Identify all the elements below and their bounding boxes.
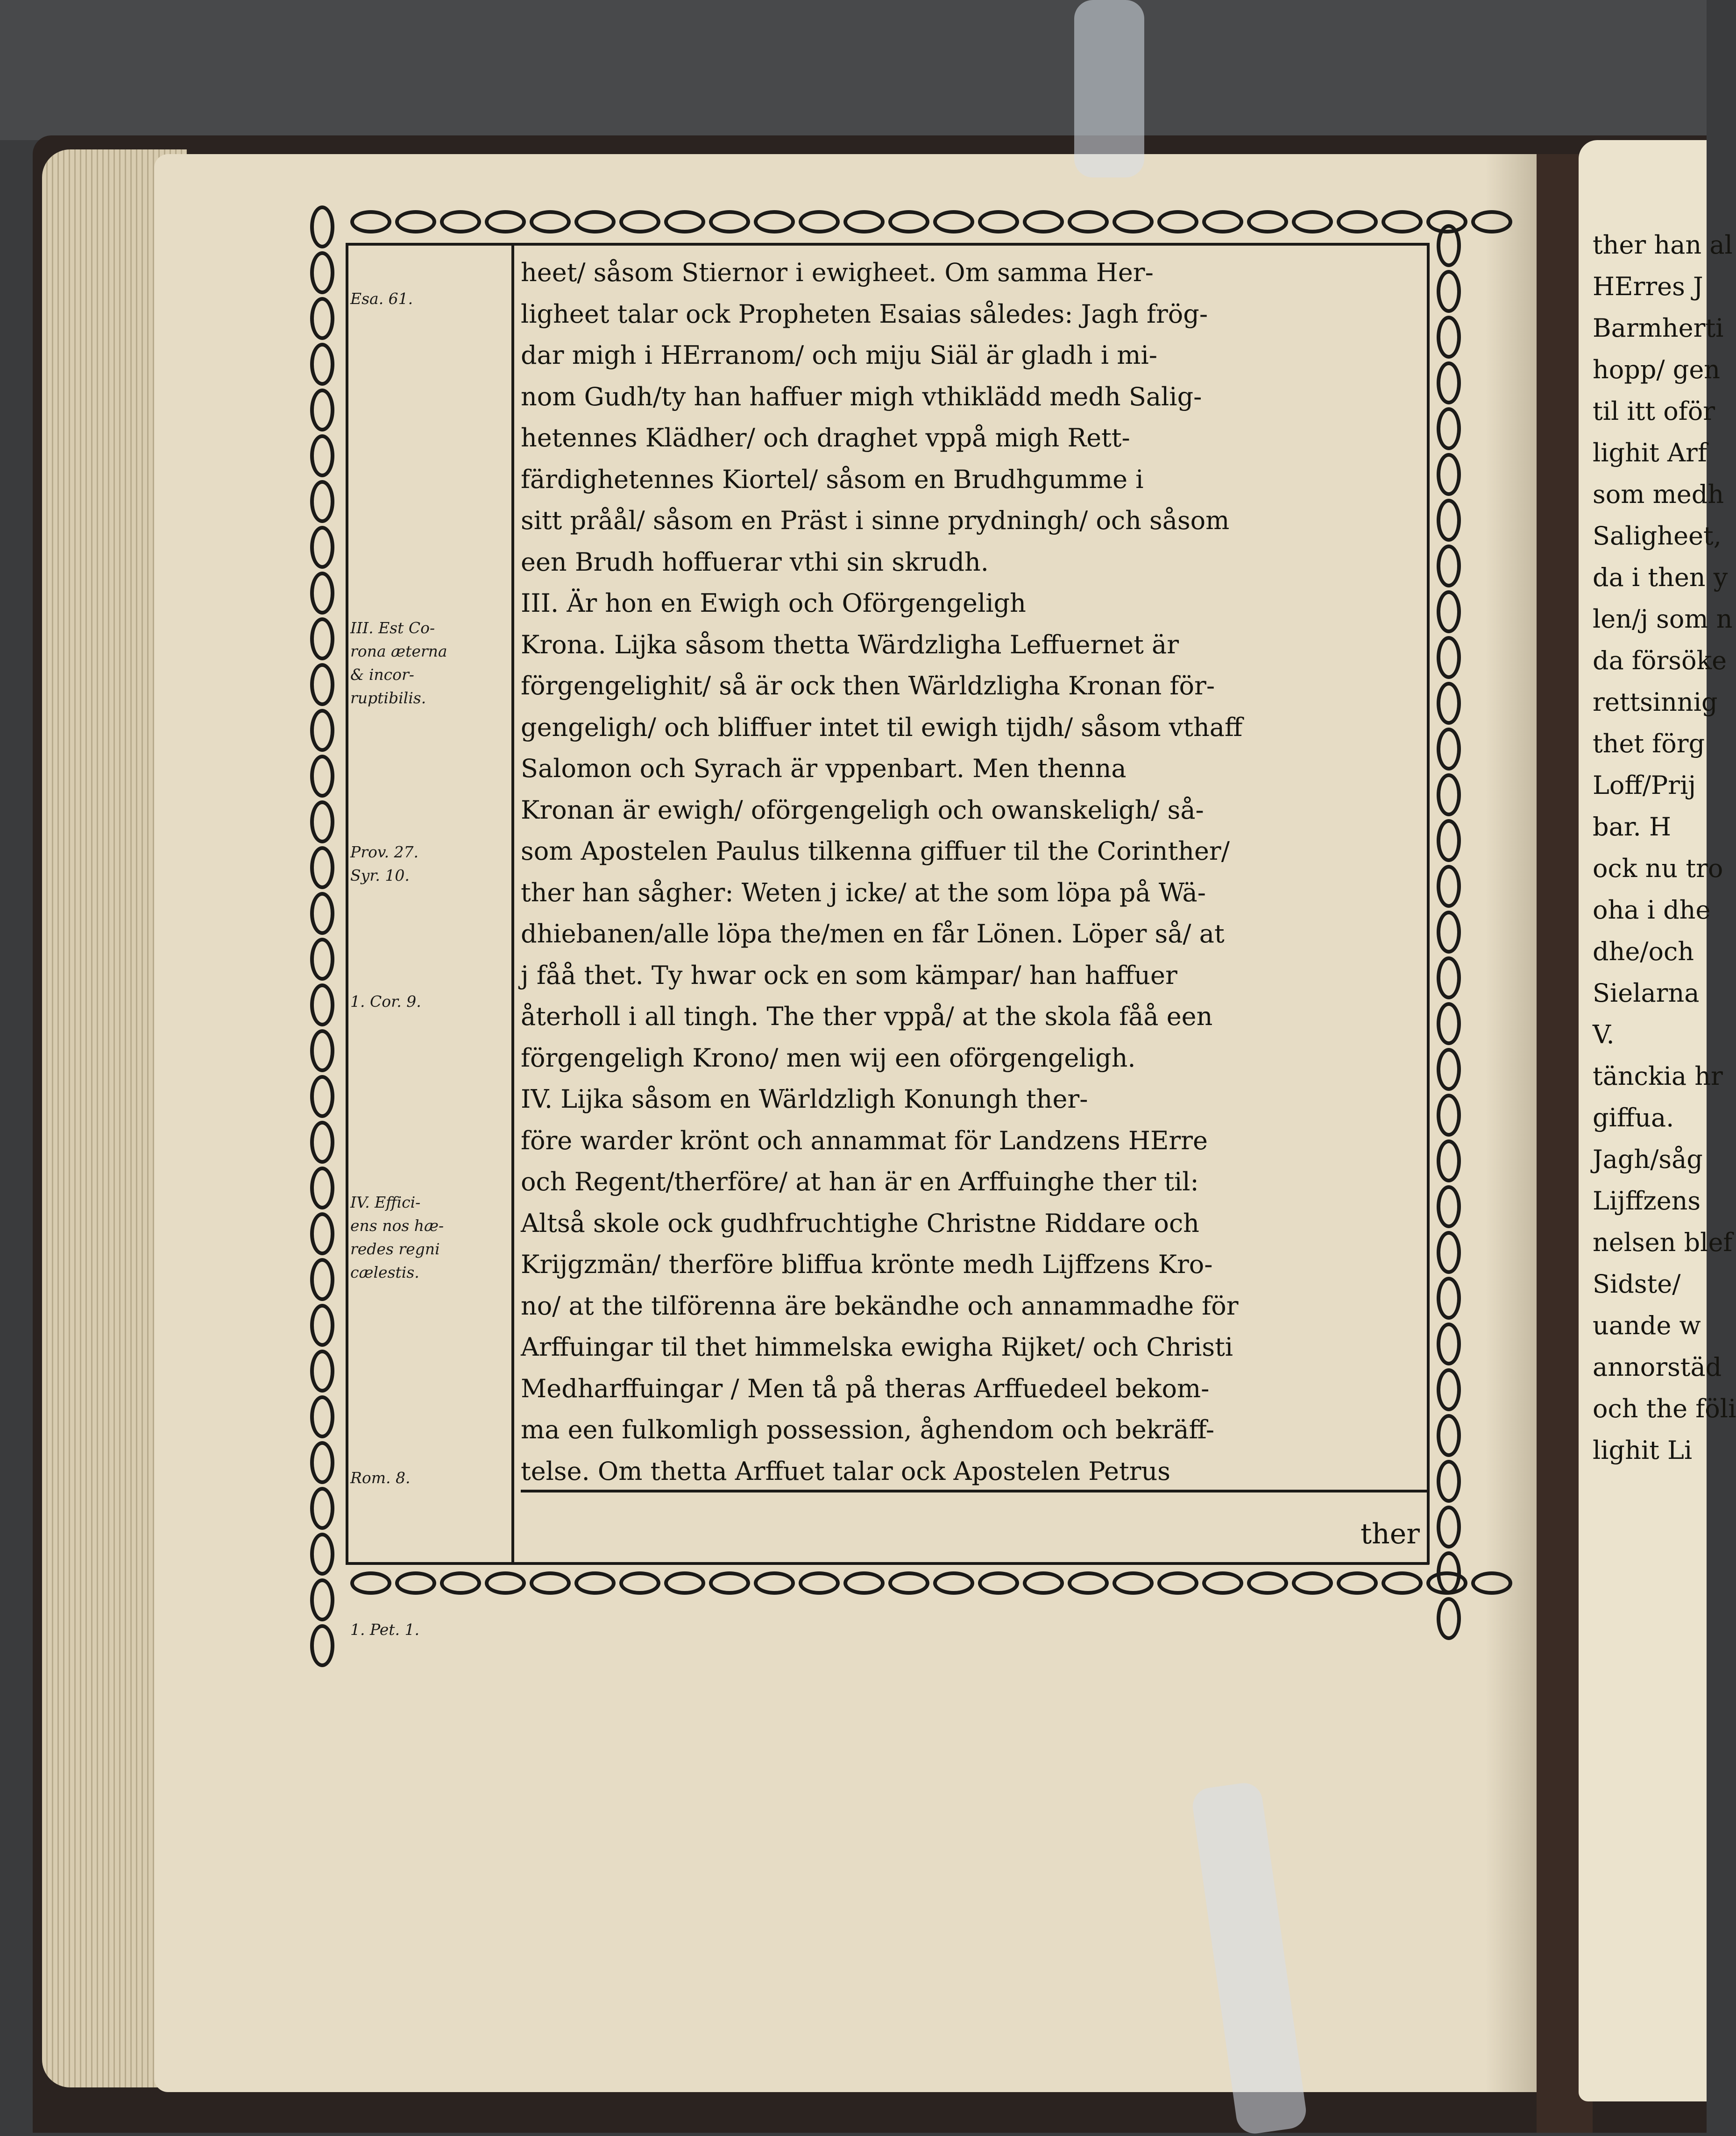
text-line: ma een fulkomligh possession, åghendom och bekräff- <box>521 1415 1215 1444</box>
chain-link <box>1437 773 1461 816</box>
chain-link <box>310 205 334 248</box>
margin-notes-column <box>350 243 509 1639</box>
chain-link <box>310 617 334 660</box>
chain-link <box>485 210 526 233</box>
margin-note-line: & incor- <box>350 665 414 684</box>
chain-link <box>799 1571 840 1595</box>
chain-link <box>1112 210 1154 233</box>
text-line: no/ at the tilförenna äre bekändhe och annammadhe för <box>521 1291 1239 1321</box>
right-page-line: ock nu tro <box>1593 854 1723 883</box>
chain-link <box>1437 1185 1461 1228</box>
chain-link <box>1437 545 1461 587</box>
chain-link <box>1292 210 1333 233</box>
chain-link <box>1437 819 1461 862</box>
chain-link <box>1437 1277 1461 1320</box>
chain-link <box>754 1571 795 1595</box>
text-line: dar migh i HErranom/ och miju Siäl är gladh i mi- <box>521 340 1157 370</box>
border-right-chain <box>1437 224 1461 1640</box>
border-left-chain <box>310 205 334 1667</box>
chain-link <box>888 210 929 233</box>
chain-link <box>1437 1231 1461 1274</box>
chain-link <box>1202 210 1243 233</box>
right-page-line: len/j som n <box>1593 604 1733 634</box>
chain-link <box>350 1571 391 1595</box>
chain-link <box>843 210 885 233</box>
chain-link <box>709 210 750 233</box>
right-rule <box>1427 243 1430 1564</box>
margin-note-esa61 <box>350 287 504 311</box>
chain-link <box>395 1571 436 1595</box>
right-page-line: thet förg <box>1593 729 1705 758</box>
chain-link <box>440 1571 481 1595</box>
text-line: och Regent/therföre/ at han är en Arffuinghe ther til: <box>521 1167 1199 1196</box>
right-page-line: Jagh/såg <box>1593 1145 1703 1174</box>
margin-note-line: 1. Cor. 9. <box>350 992 421 1011</box>
chain-link <box>310 1624 334 1667</box>
right-page-line: HErres J <box>1593 272 1703 301</box>
text-line: Krona. Lijka såsom thetta Wärdzligha Leffuernet är <box>521 629 1179 659</box>
chain-link <box>933 210 974 233</box>
margin-note-cor9 <box>350 990 504 1013</box>
chain-link <box>1068 210 1109 233</box>
margin-note-line: Prov. 27. <box>350 843 419 861</box>
chain-link <box>310 1258 334 1301</box>
margin-note-line: ens nos hæ- <box>350 1217 444 1235</box>
right-page-line: da försöke <box>1593 646 1727 675</box>
chain-link <box>310 480 334 523</box>
right-page-line: som medh <box>1593 480 1724 509</box>
chain-link <box>709 1571 750 1595</box>
right-page-line: bar. H <box>1593 812 1672 842</box>
chain-link <box>664 1571 705 1595</box>
chain-link <box>1437 728 1461 771</box>
chain-link <box>1437 1506 1461 1549</box>
chain-link <box>530 1571 571 1595</box>
chain-link <box>574 1571 616 1595</box>
margin-note-line: ruptibilis. <box>350 689 426 707</box>
chain-link <box>978 1571 1019 1595</box>
chain-link <box>310 800 334 843</box>
chain-link <box>310 1487 334 1530</box>
margin-note-line: IV. Effici- <box>350 1193 421 1211</box>
text-line: Medharffuingar / Men tå på theras Arffuedeel bekom- <box>521 1373 1210 1403</box>
text-line: färdighetennes Kiortel/ såsom en Brudhgumme i <box>521 464 1144 494</box>
text-line: som Apostelen Paulus tilkenna giffuer til the Corinther/ <box>521 836 1230 866</box>
chain-link <box>1437 270 1461 313</box>
chain-link <box>1437 1002 1461 1045</box>
right-page-line: Barmherti <box>1593 313 1724 343</box>
chain-link <box>1247 1571 1288 1595</box>
chain-link <box>1437 636 1461 679</box>
right-page-line: uande w <box>1593 1311 1701 1340</box>
chain-link <box>1471 1571 1512 1595</box>
margin-note-line: Syr. 10. <box>350 866 410 884</box>
chain-link <box>1437 1460 1461 1503</box>
chain-link <box>1437 316 1461 359</box>
text-line: heet/ såsom Stiernor i ewigheet. Om samma Her- <box>521 258 1154 287</box>
chain-link <box>310 709 334 752</box>
text-line: gengeligh/ och bliffuer intet til ewigh tijdh/ såsom vthaff <box>521 712 1243 742</box>
chain-link <box>1437 1323 1461 1365</box>
chain-link <box>310 1441 334 1484</box>
chain-link <box>1112 1571 1154 1595</box>
text-line: förgengelighit/ så är ock then Wärldzligha Kronan för- <box>521 671 1215 700</box>
right-page-line: til itt oför <box>1593 396 1715 426</box>
chain-link <box>1292 1571 1333 1595</box>
chain-link <box>1437 1597 1461 1640</box>
border-top-chain <box>350 210 1512 233</box>
chain-link <box>310 297 334 340</box>
chain-link <box>440 210 481 233</box>
chain-link <box>1382 1571 1423 1595</box>
chain-link <box>310 434 334 477</box>
text-line: III. Är hon en Ewigh och Oförgengeligh <box>521 588 1026 618</box>
text-line: nom Gudh/ty han haffuer migh vthiklädd medh Salig- <box>521 382 1202 411</box>
text-line: Arffuingar til thet himmelska ewigha Rijket/ och Christi <box>521 1332 1233 1362</box>
text-line: Altså skole ock gudhfruchtighe Christne Riddare och <box>521 1208 1199 1238</box>
text-line: telse. Om thetta Arffuet talar ock Apostelen Petrus <box>521 1456 1171 1486</box>
chain-link <box>1382 210 1423 233</box>
margin-note-crown <box>350 616 504 710</box>
chain-link <box>1437 453 1461 496</box>
text-line: een Brudh hoffuerar vthi sin skrudh. <box>521 547 989 577</box>
chain-link <box>310 1075 334 1118</box>
chain-link <box>1437 956 1461 999</box>
border-bottom-chain <box>350 1571 1512 1595</box>
text-line: ther han sågher: Weten j icke/ at the som löpa på Wä- <box>521 877 1206 907</box>
right-page-line: V. <box>1593 1020 1615 1049</box>
chain-link <box>350 210 391 233</box>
text-line: före warder krönt och annammat för Landzens HErre <box>521 1125 1208 1155</box>
chain-link <box>619 1571 660 1595</box>
right-page-line: lighit Arf <box>1593 438 1707 467</box>
chain-link <box>310 846 334 889</box>
chain-link <box>310 1121 334 1164</box>
margin-note-line: III. Est Co- <box>350 619 435 637</box>
text-line: Kronan är ewigh/ oförgengeligh och owanskeligh/ så- <box>521 795 1204 825</box>
margin-column-rule <box>511 243 514 1562</box>
chain-link <box>1437 1139 1461 1182</box>
right-page-line: oha i dhe <box>1593 895 1711 925</box>
right-page-line: Saligheet, <box>1593 521 1722 551</box>
chain-link <box>310 1212 334 1255</box>
text-line: ligheet talar ock Propheten Esaias således: Jagh frög- <box>521 299 1208 329</box>
scan-background <box>0 0 1707 140</box>
right-page-line: Loff/Prij <box>1593 771 1696 800</box>
right-page-line: nelsen blef <box>1593 1228 1733 1257</box>
chain-link <box>574 210 616 233</box>
chain-link <box>395 210 436 233</box>
right-page-line: annorstäd <box>1593 1352 1722 1382</box>
body-text-block <box>521 252 1424 1492</box>
chain-link <box>619 210 660 233</box>
chain-link <box>310 526 334 569</box>
right-page-line: Sielarna <box>1593 978 1700 1008</box>
chain-link <box>1157 210 1198 233</box>
chain-link <box>1437 911 1461 954</box>
chain-link <box>978 210 1019 233</box>
right-page-line: Sidste/ <box>1593 1269 1681 1299</box>
chain-link <box>310 1167 334 1209</box>
chain-link <box>310 1395 334 1438</box>
right-page-line: lighit Li <box>1593 1436 1693 1465</box>
right-page-line: da i then y <box>1593 563 1728 592</box>
chain-link <box>799 210 840 233</box>
text-line: förgengeligh Krono/ men wij een oförgengeligh. <box>521 1043 1136 1073</box>
right-page-text <box>1593 224 1736 1471</box>
chain-link <box>1337 1571 1378 1595</box>
text-line: IV. Lijka såsom en Wärldzligh Konungh ther- <box>521 1084 1088 1114</box>
chain-link <box>1437 590 1461 633</box>
margin-note-line: 1. Pet. 1. <box>350 1620 419 1639</box>
left-rule <box>346 243 348 1564</box>
chain-link <box>310 1029 334 1072</box>
chain-link <box>1337 210 1378 233</box>
right-page-line: tänckia hr <box>1593 1061 1723 1091</box>
chain-link <box>1437 1551 1461 1594</box>
chain-link <box>1023 1571 1064 1595</box>
margin-note-line: redes regni <box>350 1240 440 1258</box>
margin-note-line: cælestis. <box>350 1263 419 1281</box>
right-page-line: Lijffzens <box>1593 1186 1701 1216</box>
chain-link <box>1437 1048 1461 1091</box>
chain-link <box>310 892 334 935</box>
chain-link <box>1437 407 1461 450</box>
chain-link <box>310 755 334 798</box>
right-page-line: giffua. <box>1593 1103 1674 1132</box>
chain-link <box>664 210 705 233</box>
catchword: ther <box>1360 1518 1420 1550</box>
text-line: Krijgzmän/ therföre bliffua krönte medh Lijffzens Kro- <box>521 1250 1213 1279</box>
margin-note-prov <box>350 841 504 887</box>
text-line: Salomon och Syrach är vppenbart. Men thenna <box>521 754 1127 783</box>
chain-link <box>843 1571 885 1595</box>
text-line: dhiebanen/alle löpa the/men en får Lönen. Löper så/ at <box>521 919 1225 948</box>
text-line: hetennes Klädher/ och draghet vppå migh Rett- <box>521 423 1130 453</box>
chain-link <box>1471 210 1512 233</box>
chain-link <box>888 1571 929 1595</box>
text-line: sitt pråål/ såsom en Präst i sinne prydningh/ och såsom <box>521 506 1230 535</box>
chain-link <box>1437 865 1461 908</box>
chain-link <box>310 1578 334 1621</box>
chain-link <box>310 572 334 615</box>
chain-link <box>1437 682 1461 725</box>
margin-note-heirs <box>350 1191 504 1284</box>
chain-link <box>1068 1571 1109 1595</box>
margin-note-rom8 <box>350 1466 504 1490</box>
chain-link <box>1157 1571 1198 1595</box>
chain-link <box>1247 210 1288 233</box>
chain-link <box>310 938 334 981</box>
right-page-line: hopp/ gen <box>1593 355 1721 384</box>
text-line: j fåå thet. Ty hwar ock en som kämpar/ han haffuer <box>521 960 1177 990</box>
right-page-line: och the föli <box>1593 1394 1736 1423</box>
chain-link <box>1437 1368 1461 1411</box>
chain-link <box>530 210 571 233</box>
right-page-line: ther han al <box>1593 230 1733 260</box>
page-clip-top <box>1074 0 1144 177</box>
chain-link <box>1437 361 1461 404</box>
chain-link <box>1437 1094 1461 1137</box>
chain-link <box>754 210 795 233</box>
chain-link <box>1202 1571 1243 1595</box>
margin-note-line: rona æterna <box>350 642 447 660</box>
chain-link <box>310 1350 334 1393</box>
chain-link <box>310 1533 334 1576</box>
bottom-rule <box>346 1562 1429 1565</box>
margin-note-line: Rom. 8. <box>350 1469 411 1487</box>
chain-link <box>310 663 334 706</box>
margin-note-pet1 <box>350 1618 504 1641</box>
chain-link <box>310 343 334 386</box>
right-page-line: dhe/och <box>1593 937 1694 966</box>
chain-link <box>1023 210 1064 233</box>
right-page-line: rettsinnig <box>1593 687 1718 717</box>
chain-link <box>485 1571 526 1595</box>
chain-link <box>1437 499 1461 542</box>
chain-link <box>1437 224 1461 267</box>
chain-link <box>310 1304 334 1347</box>
chain-link <box>310 389 334 431</box>
margin-note-line: Esa. 61. <box>350 290 413 308</box>
chain-link <box>933 1571 974 1595</box>
chain-link <box>1437 1414 1461 1457</box>
chain-link <box>310 983 334 1026</box>
text-line: återholl i all tingh. The ther vppå/ at the skola fåå een <box>521 1002 1213 1031</box>
chain-link <box>310 251 334 294</box>
